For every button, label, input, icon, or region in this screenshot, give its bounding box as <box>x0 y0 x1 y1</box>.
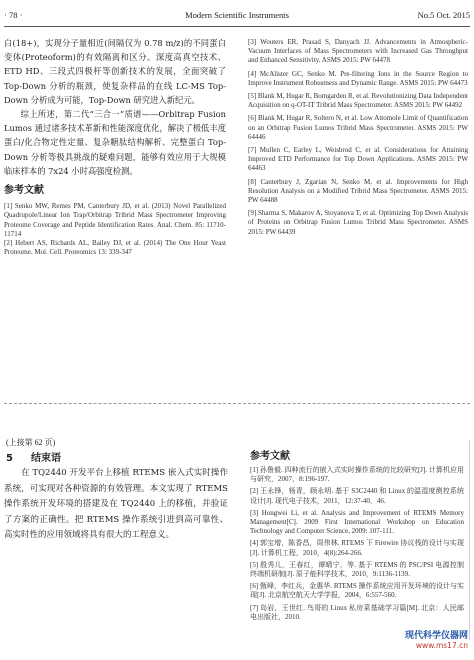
section-title: 结束语 <box>30 453 61 464</box>
reference-item: [2] 王永锋，杨青，顾永明. 基于 S3C2440 和 Linux 的温湿度测控系统设计[J]. 现代电子技术，2011，12:37-40，46. <box>250 487 464 505</box>
watermark-logo <box>372 628 468 654</box>
section-number: 5 <box>6 453 13 464</box>
margin-rule <box>469 440 470 640</box>
lower-right-column <box>250 466 464 625</box>
reference-item: [1] Senko MW, Remes PM, Canterbury JD, et al. (2013) Novel Parallelized Quadrupole/Linear Ion Trap/Orbitrap Tribrid Mass Spectrometer Improving Proteome Coverage and Peptide Identification Rates. Anal. Chem. 85: 11710-11714 <box>4 202 226 238</box>
reference-item: [3] Hongwei Li, et al. Analysis and Improvement of RTEMS Memory Management[C]. 2009 First International Workshop on Education Technology and Computer Science, 2009: 107-111. <box>250 508 464 536</box>
lower-left-column <box>4 466 228 544</box>
issue-info: No.5 Oct. 2015 <box>417 10 470 20</box>
header-rule <box>4 26 470 27</box>
conclusion-paragraph: 在 TQ2440 开发平台上移植 RTEMS 嵌入式实时操作系统，可实现对各种资源的有效管理。本文实现了 RTEMS 操作系统开发环境的搭建及在 TQ2440 上的移植，并验证了方案的正确性。把 RTEMS 操作系统引进到高可靠性、高实时性的应用领域将具有很大的工程意义。 <box>4 468 228 540</box>
references-heading: 参考文献 <box>4 185 44 197</box>
reference-item: [3] Wouters ER, Prasad S, Danyach JJ. Advancements in Atmospheric-Vacuum Interfaces of Mass Spectrometers with Increased Gas Throughput and Enhanced Sensitivity. ASMS 2015: PW 64478 <box>248 38 468 65</box>
reference-item: [5] 殷秀儿，王春红，谭晴宁，等. 基于 RTEMS 的 PSC/PSI 电源控制终端机研制[J]. 原子能科学技术，2010，9:1136-1139. <box>250 560 464 579</box>
reference-item: [8] Canterbury J, Zgarian N, Senko M, et al. Improvements for High Resolution Analysis on a Modified Tribrid Mass Spectrometer. ASMS 2015: PW 64488 <box>248 177 468 205</box>
body-paragraph: 综上所述，第二代“三合一”质谱——Orbitrap Fusion Lumos 通过诸多技术革新和性能深度优化，解决了极低丰度蛋白/化合物定性定量、复杂糖肽结构解析、完整蛋白 Top-Down 分析等极具挑战的疑难问题，能够有效应用于大规模临床样本的 7x24 小时高强度检测。 <box>4 109 226 176</box>
reference-item: [6] Blank M, Hugar R, Soltero N, et al. Low Attomole Limit of Quantification on an Orbitrap Fusion Lumos Tribrid Mass Spectrometer. ASMS 2015: PW 64446 <box>248 114 468 141</box>
body-paragraph: 白(18+)，实现分子量相近(间隔仅为 0.78 m/z)的不同蛋白变体(Proteoform)的有效隔离和区分。深度高真空技术、ETD HD、三段式四极杆等创新技术的发展，全面突破了 Top-Down 分析的瓶颈，使复杂样品的在线 LC-MS Top-Down 分析成为可能，Top-Down 研究进入新纪元。 <box>4 38 226 105</box>
reference-item: [7] Mullen C, Earley L, Weisbrod C, et al. Considerations for Attaining Improved ETD Performance for Top Down Applications. ASMS 2015: PW 64463 <box>248 146 468 173</box>
references-heading: 参考文献 <box>250 451 290 462</box>
section-divider <box>4 403 470 404</box>
page-header <box>4 10 470 24</box>
reference-item: [4] McAlister GC, Senko M. Pre-filtering Ions in the Source Region to Improve Instrument Robustness and Dynamic Range. ASMS 2015: PW 64473 <box>248 69 468 87</box>
reference-item: [1] 孙鲁毅. 四种流行的嵌入式实时操作系统的比较研究[J]. 计算机应用与研究，2007，8:196-197. <box>250 466 464 484</box>
upper-right-column <box>248 38 468 241</box>
watermark-url: www.ms17.cn <box>415 641 468 650</box>
section-heading <box>6 449 79 464</box>
upper-left-column <box>4 36 226 257</box>
reference-item: [9] Sharma S, Makarov A, Stoyanova T, et al. Optimizing Top Down Analysis of Proteins on Orbitrap Fusion Lumos Tribrid Mass Spectrometer. ASMS 2015: PW 64439 <box>248 209 468 236</box>
reference-item: [4] 郭宝增，陈香昌，周伟林. RTEMS 下 Firewire 协议栈的设计与实现[J]. 计算机工程，2010，4(8):264-266. <box>250 539 464 557</box>
reference-item: [7] 岛岩，王世红. 鸟哥的 Linux 私房菜基础学习篇[M]. 北京：人民邮电出版社，2010. <box>250 603 464 621</box>
continued-note: (上接第 62 页) <box>6 438 56 447</box>
reference-item: [6] 甄峰，李红兵，金惠华. RTEMS 操作系统应用开发环境的设计与实现[J]. 北京航空航天大学学报，2004，6:557-560. <box>250 582 464 600</box>
journal-title: Modern Scientific Instruments <box>185 10 289 20</box>
reference-item: [2] Hebert AS, Richards AL, Bailey DJ, et al. (2014) The One Hour Yeast Proteome. Mol. Cell. Proteomics 13: 339-347 <box>4 239 226 257</box>
reference-item: [5] Blank M, Hugar R, Bomgarden R, et al. Revolutionizing Data Independent Acquisition on q-OT-IT Tribrid Mass Spectrometer. ASMS 2015: PW 64492 <box>248 92 468 110</box>
page-number: · 78 · <box>4 10 23 20</box>
watermark-title: 现代科学仪器网 <box>404 631 468 641</box>
